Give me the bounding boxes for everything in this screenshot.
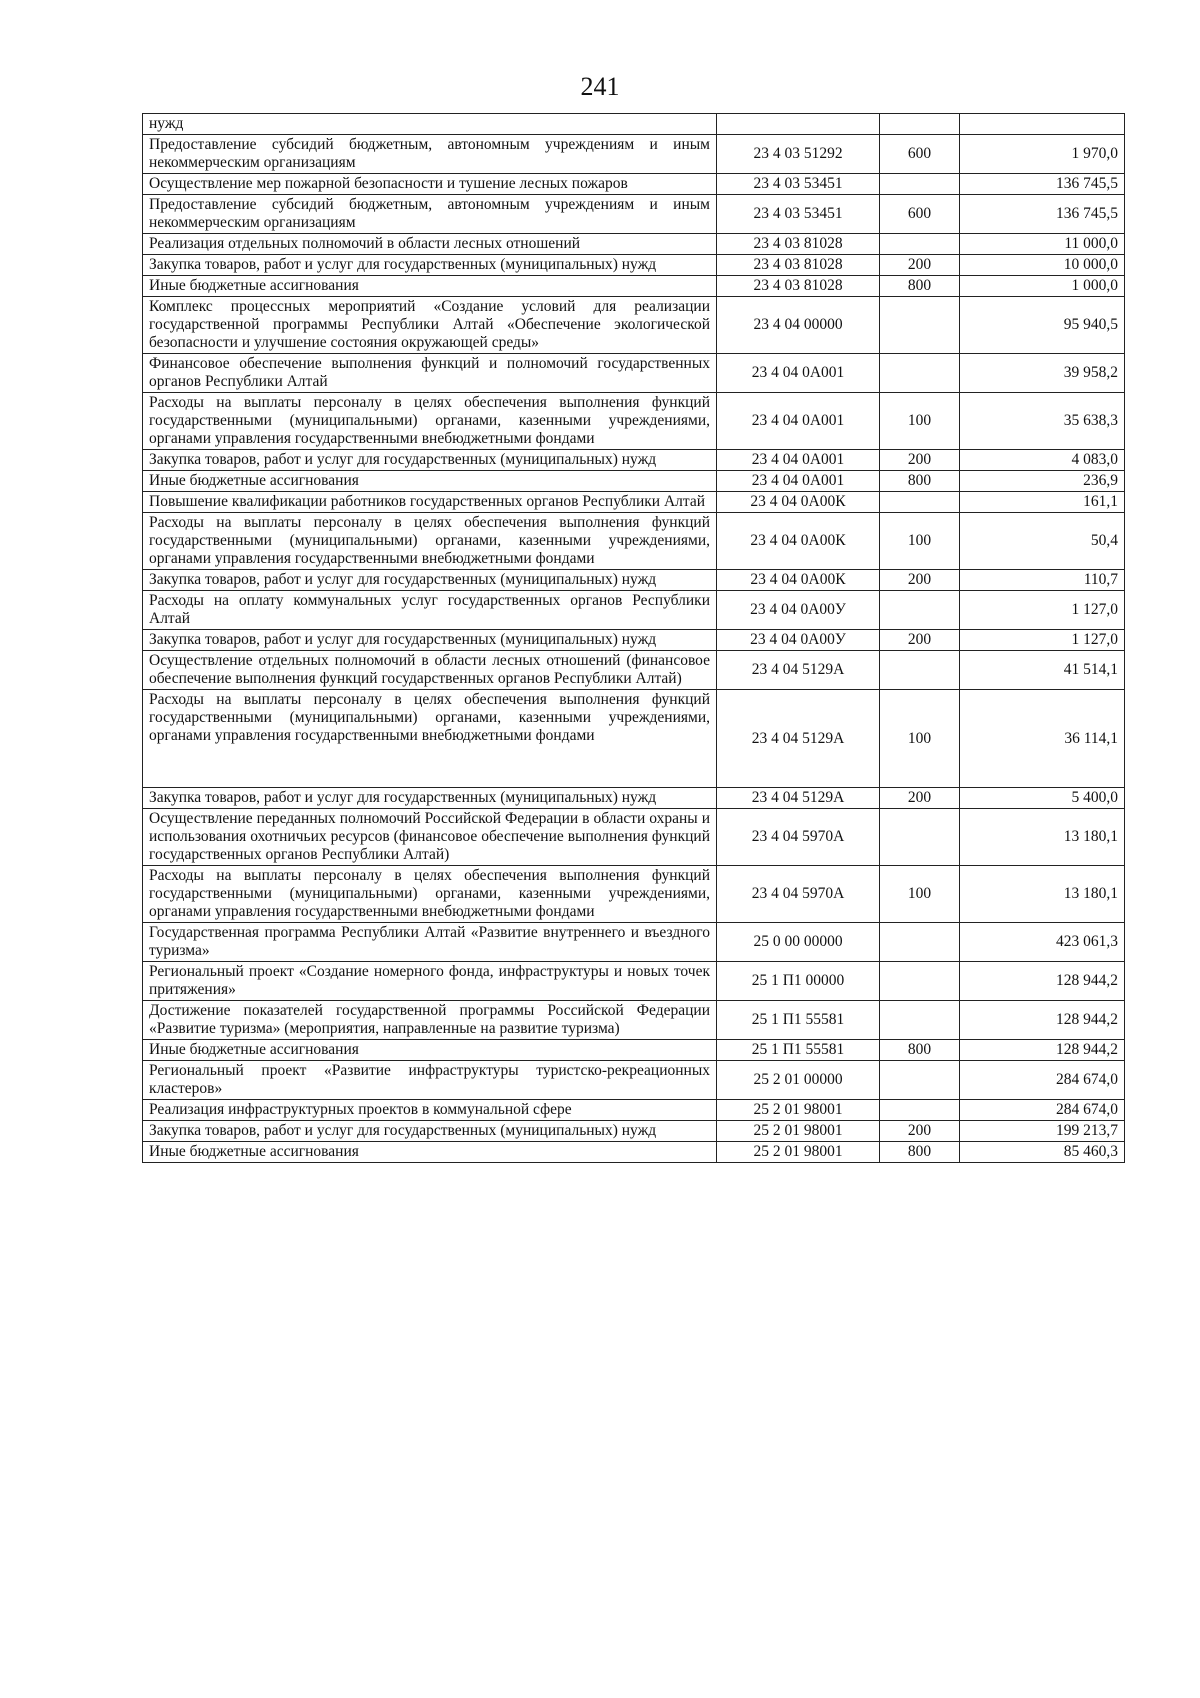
expense-type-cell: [880, 1100, 960, 1121]
table-row: [143, 651, 1125, 690]
expense-type-cell: 200: [880, 1121, 960, 1142]
table-row: [143, 255, 1125, 276]
target-article-code-cell: 23 4 04 0А001: [717, 450, 880, 471]
amount-cell: 199 213,7: [960, 1121, 1125, 1142]
amount-cell: 128 944,2: [960, 962, 1125, 1001]
expense-name-cell: Реализация инфраструктурных проектов в коммунальной сфере: [143, 1100, 717, 1121]
amount-cell: 39 958,2: [960, 354, 1125, 393]
amount-cell: 85 460,3: [960, 1142, 1125, 1163]
table-row: [143, 195, 1125, 234]
target-article-code-cell: 25 2 01 98001: [717, 1121, 880, 1142]
expense-type-cell: [880, 234, 960, 255]
expense-name-cell: Закупка товаров, работ и услуг для государственных (муниципальных) нужд: [143, 1121, 717, 1142]
table-row: [143, 690, 1125, 788]
table-row: [143, 866, 1125, 923]
expense-name-cell: Осуществление отдельных полномочий в области лесных отношений (финансовое обеспечение выполнения функций государственных органов Республики Алтай): [143, 651, 717, 690]
target-article-code-cell: [717, 114, 880, 135]
amount-cell: 11 000,0: [960, 234, 1125, 255]
target-article-code-cell: 23 4 04 5129А: [717, 690, 880, 788]
expense-type-cell: [880, 492, 960, 513]
target-article-code-cell: 23 4 04 5129А: [717, 788, 880, 809]
expense-type-cell: 100: [880, 513, 960, 570]
table-row: [143, 1100, 1125, 1121]
target-article-code-cell: 23 4 03 81028: [717, 234, 880, 255]
table-row: [143, 570, 1125, 591]
table-row: [143, 114, 1125, 135]
table-row: [143, 1061, 1125, 1100]
expense-name-cell: Повышение квалификации работников государственных органов Республики Алтай: [143, 492, 717, 513]
expense-type-cell: [880, 1001, 960, 1040]
expense-type-cell: [880, 174, 960, 195]
target-article-code-cell: 23 4 04 0А00К: [717, 513, 880, 570]
target-article-code-cell: 23 4 04 0А00К: [717, 492, 880, 513]
target-article-code-cell: 23 4 04 0А00К: [717, 570, 880, 591]
amount-cell: 284 674,0: [960, 1061, 1125, 1100]
amount-cell: 128 944,2: [960, 1001, 1125, 1040]
target-article-code-cell: 25 2 01 00000: [717, 1061, 880, 1100]
expense-type-cell: 600: [880, 135, 960, 174]
expense-type-cell: [880, 809, 960, 866]
expense-type-cell: [880, 651, 960, 690]
expense-name-cell: Государственная программа Республики Алтай «Развитие внутреннего и въездного туризма»: [143, 923, 717, 962]
table-row: [143, 234, 1125, 255]
expense-name-cell: Закупка товаров, работ и услуг для государственных (муниципальных) нужд: [143, 788, 717, 809]
target-article-code-cell: 23 4 04 0А001: [717, 393, 880, 450]
expense-type-cell: [880, 354, 960, 393]
expense-name-cell: Достижение показателей государственной программы Российской Федерации «Развитие туризма» (мероприятия, направленные на развитие туризма): [143, 1001, 717, 1040]
amount-cell: 110,7: [960, 570, 1125, 591]
target-article-code-cell: 23 4 04 0А001: [717, 471, 880, 492]
expense-name-cell: Иные бюджетные ассигнования: [143, 276, 717, 297]
table-row: [143, 788, 1125, 809]
table-row: [143, 135, 1125, 174]
expense-type-cell: [880, 114, 960, 135]
expense-name-cell: Расходы на выплаты персоналу в целях обеспечения выполнения функций государственными (муниципальными) органами, казенными учреждениями, органами управления государственными внебюджетными фондами: [143, 690, 717, 788]
amount-cell: 1 127,0: [960, 630, 1125, 651]
amount-cell: 13 180,1: [960, 809, 1125, 866]
target-article-code-cell: 23 4 03 81028: [717, 276, 880, 297]
table-row: [143, 962, 1125, 1001]
expense-type-cell: 600: [880, 195, 960, 234]
amount-cell: 423 061,3: [960, 923, 1125, 962]
expense-type-cell: 100: [880, 690, 960, 788]
table-row: [143, 492, 1125, 513]
expense-type-cell: [880, 962, 960, 1001]
expense-type-cell: [880, 297, 960, 354]
expense-type-cell: [880, 1061, 960, 1100]
table-row: [143, 393, 1125, 450]
target-article-code-cell: 23 4 03 53451: [717, 174, 880, 195]
target-article-code-cell: 25 1 П1 55581: [717, 1001, 880, 1040]
amount-cell: 5 400,0: [960, 788, 1125, 809]
amount-cell: 41 514,1: [960, 651, 1125, 690]
amount-cell: 161,1: [960, 492, 1125, 513]
expense-name-cell: Региональный проект «Создание номерного фонда, инфраструктуры и новых точек притяжения»: [143, 962, 717, 1001]
target-article-code-cell: 25 2 01 98001: [717, 1100, 880, 1121]
table-row: [143, 297, 1125, 354]
target-article-code-cell: 23 4 04 0А001: [717, 354, 880, 393]
amount-cell: 236,9: [960, 471, 1125, 492]
target-article-code-cell: 23 4 03 53451: [717, 195, 880, 234]
table-row: [143, 354, 1125, 393]
target-article-code-cell: 23 4 03 81028: [717, 255, 880, 276]
target-article-code-cell: 23 4 03 51292: [717, 135, 880, 174]
budget-table: [142, 113, 1125, 1163]
expense-type-cell: 800: [880, 1040, 960, 1061]
amount-cell: 136 745,5: [960, 195, 1125, 234]
expense-type-cell: 100: [880, 393, 960, 450]
target-article-code-cell: 25 0 00 00000: [717, 923, 880, 962]
expense-type-cell: 200: [880, 255, 960, 276]
amount-cell: 1 127,0: [960, 591, 1125, 630]
expense-name-cell: Расходы на выплаты персоналу в целях обеспечения выполнения функций государственными (муниципальными) органами, казенными учреждениями, органами управления государственными внебюджетными фондами: [143, 513, 717, 570]
table-row: [143, 1142, 1125, 1163]
table-row: [143, 809, 1125, 866]
amount-cell: 284 674,0: [960, 1100, 1125, 1121]
expense-name-cell: Закупка товаров, работ и услуг для государственных (муниципальных) нужд: [143, 255, 717, 276]
table-row: [143, 450, 1125, 471]
expense-name-cell: Предоставление субсидий бюджетным, автономным учреждениям и иным некоммерческим организациям: [143, 195, 717, 234]
target-article-code-cell: 23 4 04 5129А: [717, 651, 880, 690]
expense-type-cell: 800: [880, 276, 960, 297]
expense-name-cell: Осуществление переданных полномочий Российской Федерации в области охраны и использования охотничьих ресурсов (финансовое обеспечение выполнения функций государственных органов Республики Алтай): [143, 809, 717, 866]
table-row: [143, 1001, 1125, 1040]
expense-name-cell: Реализация отдельных полномочий в области лесных отношений: [143, 234, 717, 255]
expense-name-cell: Закупка товаров, работ и услуг для государственных (муниципальных) нужд: [143, 570, 717, 591]
expense-name-cell: Региональный проект «Развитие инфраструктуры туристско-рекреационных кластеров»: [143, 1061, 717, 1100]
expense-type-cell: 800: [880, 471, 960, 492]
table-row: [143, 513, 1125, 570]
table-row: [143, 471, 1125, 492]
expense-type-cell: 200: [880, 788, 960, 809]
page-number: 241: [580, 72, 620, 101]
expense-name-cell: Предоставление субсидий бюджетным, автономным учреждениям и иным некоммерческим организациям: [143, 135, 717, 174]
amount-cell: 1 970,0: [960, 135, 1125, 174]
amount-cell: 1 000,0: [960, 276, 1125, 297]
expense-name-cell: Комплекс процессных мероприятий «Создание условий для реализации государственной программы Республики Алтай «Обеспечение экологической безопасности и улучшение состояния окружающей среды»: [143, 297, 717, 354]
expense-name-cell: Закупка товаров, работ и услуг для государственных (муниципальных) нужд: [143, 450, 717, 471]
expense-type-cell: [880, 923, 960, 962]
table-row: [143, 1121, 1125, 1142]
amount-cell: 10 000,0: [960, 255, 1125, 276]
expense-name-cell: Финансовое обеспечение выполнения функций и полномочий государственных органов Республики Алтай: [143, 354, 717, 393]
expense-name-cell: Иные бюджетные ассигнования: [143, 1040, 717, 1061]
expense-name-cell: нужд: [143, 114, 717, 135]
amount-cell: 136 745,5: [960, 174, 1125, 195]
amount-cell: 95 940,5: [960, 297, 1125, 354]
expense-type-cell: 200: [880, 570, 960, 591]
amount-cell: 35 638,3: [960, 393, 1125, 450]
table-row: [143, 1040, 1125, 1061]
expense-type-cell: 200: [880, 450, 960, 471]
expense-name-cell: Расходы на выплаты персоналу в целях обеспечения выполнения функций государственными (муниципальными) органами, казенными учреждениями, органами управления государственными внебюджетными фондами: [143, 866, 717, 923]
table-row: [143, 923, 1125, 962]
table-row: [143, 276, 1125, 297]
expense-type-cell: 100: [880, 866, 960, 923]
table-row: [143, 630, 1125, 651]
table-row: [143, 174, 1125, 195]
expense-name-cell: Закупка товаров, работ и услуг для государственных (муниципальных) нужд: [143, 630, 717, 651]
target-article-code-cell: 25 1 П1 00000: [717, 962, 880, 1001]
amount-cell: [960, 114, 1125, 135]
expense-name-cell: Расходы на выплаты персоналу в целях обеспечения выполнения функций государственными (муниципальными) органами, казенными учреждениями, органами управления государственными внебюджетными фондами: [143, 393, 717, 450]
target-article-code-cell: 23 4 04 00000: [717, 297, 880, 354]
expense-name-cell: Расходы на оплату коммунальных услуг государственных органов Республики Алтай: [143, 591, 717, 630]
amount-cell: 36 114,1: [960, 690, 1125, 788]
expense-name-cell: Иные бюджетные ассигнования: [143, 471, 717, 492]
amount-cell: 13 180,1: [960, 866, 1125, 923]
amount-cell: 4 083,0: [960, 450, 1125, 471]
amount-cell: 128 944,2: [960, 1040, 1125, 1061]
target-article-code-cell: 25 1 П1 55581: [717, 1040, 880, 1061]
target-article-code-cell: 23 4 04 0А00У: [717, 630, 880, 651]
target-article-code-cell: 23 4 04 0А00У: [717, 591, 880, 630]
expense-type-cell: 200: [880, 630, 960, 651]
target-article-code-cell: 23 4 04 5970А: [717, 809, 880, 866]
expense-name-cell: Осуществление мер пожарной безопасности и тушение лесных пожаров: [143, 174, 717, 195]
amount-cell: 50,4: [960, 513, 1125, 570]
table-row: [143, 591, 1125, 630]
target-article-code-cell: 23 4 04 5970А: [717, 866, 880, 923]
expense-name-cell: Иные бюджетные ассигнования: [143, 1142, 717, 1163]
budget-table-body: [143, 114, 1125, 1163]
expense-type-cell: [880, 591, 960, 630]
target-article-code-cell: 25 2 01 98001: [717, 1142, 880, 1163]
expense-type-cell: 800: [880, 1142, 960, 1163]
